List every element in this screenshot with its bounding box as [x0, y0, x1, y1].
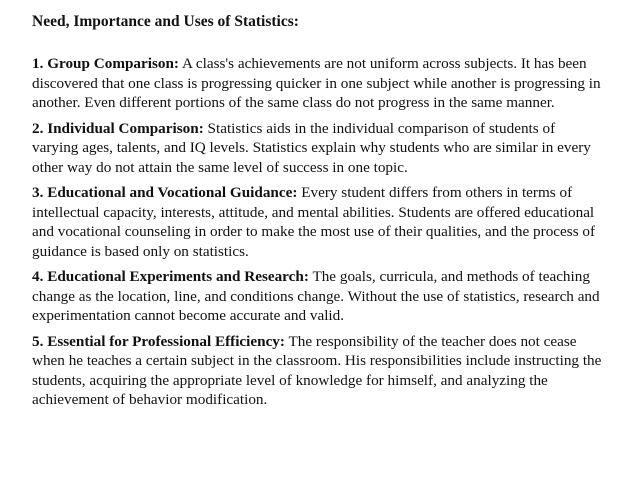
item-text: The goals, curricula, and methods of teaching change as the location, line, and conditions change. Without the use of statistics, research and experimentation cannot become accurate and valid.: [32, 268, 600, 324]
list-item-experiments-research: [32, 267, 602, 326]
item-text: A class's achievements are not uniform across subjects. It has been discovered that one class is progressing quicker in one subject while another is progressing in another. Even different portions of the same class do not progress in the same manner.: [32, 55, 601, 111]
item-heading: 2. Individual Comparison:: [32, 119, 204, 137]
list-item-group-comparison: [32, 54, 602, 113]
item-heading: 4. Educational Experiments and Research:: [32, 268, 309, 285]
list-item-guidance: [32, 183, 602, 261]
item-heading: 3. Educational and Vocational Guidance:: [32, 184, 298, 201]
item-text: Statistics aids in the individual comparison of students of varying ages, talents, and IQ levels. Statistics explain why students who are similar in every other way do not attain the same level of success in one topic.: [32, 119, 591, 176]
slide-title: Need, Importance and Uses of Statistics:: [32, 13, 299, 30]
item-heading: 5. Essential for Professional Efficiency:: [32, 332, 285, 350]
list-item-professional-efficiency: [32, 332, 602, 410]
item-text: The responsibility of the teacher does not cease when he teaches a certain subject in the classroom. His responsibilities include instructing the students, acquiring the appropriate level of knowledge for himself, and analyzing the achievement of behavior modification.: [32, 332, 602, 408]
item-heading: 1. Group Comparison:: [32, 55, 179, 72]
slide-content: [32, 12, 602, 416]
item-text: Every student differs from others in terms of intellectual capacity, interests, attitude, and mental abilities. Students are offered educational and vocational counseling in order to make the most use of their qualities, and the process of guidance is based only on statistics.: [32, 184, 596, 260]
list-item-individual-comparison: [32, 119, 602, 178]
